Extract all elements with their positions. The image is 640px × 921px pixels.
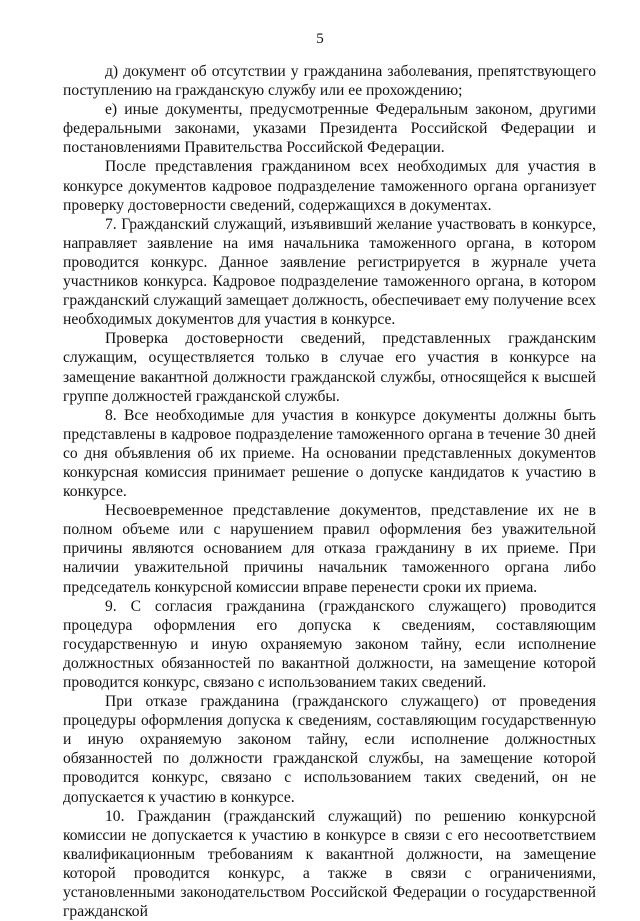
paragraph-10: 10. Гражданин (гражданский служащий) по решению конкурсной комиссии не допускается к участию в конкурсе в связи с его несоответствием квалификационным требованиям к вакантной должности, на замещение которой проводится конкурс, а также в связи с ограничениями, установленными законодательством Российской Федерации о государственной гражданской <box>63 807 596 921</box>
paragraph-d: д) документ об отсутствии у гражданина заболевания, препятствующего поступлению на гражданскую службу или ее прохождению; <box>63 63 596 100</box>
paragraph-7-verification: Проверка достоверности сведений, представленных гражданским служащим, осуществляется только в случае его участия в конкурсе на замещение вакантной должности гражданской службы, относящейся к высшей группе должностей гражданской службы. <box>63 330 596 405</box>
paragraph-7: 7. Гражданский служащий, изъявивший желание участвовать в конкурсе, направляет заявление на имя начальника таможенного органа, в котором проводится конкурс. Данное заявление регистрируется в журнале учета участников конкурса. Кадровое подразделение таможенного органа, в котором гражданский служащий замещает должность, обеспечивает ему получение всех необходимых документов для участия в конкурсе. <box>63 215 596 329</box>
paragraph-verification: После представления гражданином всех необходимых для участия в конкурсе документов кадровое подразделение таможенного органа организует проверку достоверности сведений, содержащихся в документах. <box>63 158 596 214</box>
paragraph-8: 8. Все необходимые для участия в конкурсе документы должны быть представлены в кадровое подразделение таможенного органа в течение 30 дней со дня объявления об их приеме. На основании представленных документов конкурсная комиссия принимает решение о допуске кандидатов к участию в конкурсе. <box>63 406 596 501</box>
document-body <box>63 62 596 921</box>
paragraph-e: е) иные документы, предусмотренные Федеральным законом, другими федеральными законами, указами Президента Российской Федерации и постановлениями Правительства Российской Федерации. <box>63 101 596 157</box>
paragraph-9: 9. С согласия гражданина (гражданского служащего) проводится процедура оформления его допуска к сведениям, составляющим государственную и иную охраняемую законом тайну, если исполнение должностных обязанностей по вакантной должности, на замещение которой проводится конкурс, связано с использованием таких сведений. <box>63 597 596 691</box>
paragraph-8-late-submission: Несвоевременное представление документов, представление их не в полном объеме или с нарушением правил оформления без уважительной причины являются основанием для отказа гражданину в их приеме. При наличии уважительной причины начальник таможенного органа либо председатель конкурсной комиссии вправе перенести сроки их приема. <box>63 502 596 596</box>
paragraph-9-refusal: При отказе гражданина (гражданского служащего) от проведения процедуры оформления допуска к сведениям, составляющим государственную и иную охраняемую законом тайну, если исполнение должностных обязанностей по должности гражданской службы, на замещение которой проводится конкурс, связано с использованием таких сведений, он не допускается к участию в конкурсе. <box>63 693 596 806</box>
page-number: 5 <box>316 31 324 47</box>
